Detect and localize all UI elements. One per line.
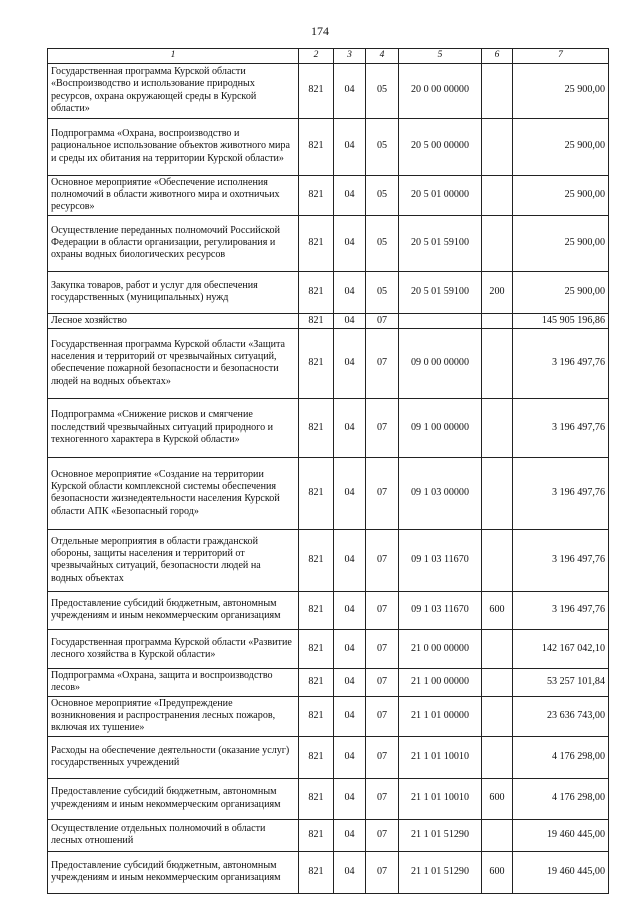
subsection-number-cell: 07 (366, 668, 399, 696)
column-header: 7 (513, 49, 609, 64)
amount-cell: 25 900,00 (513, 175, 609, 215)
subsection-code-cell: 04 (334, 313, 366, 328)
section-code-cell: 821 (299, 851, 334, 893)
table-row (48, 313, 609, 328)
subsection-number-cell: 07 (366, 851, 399, 893)
subsection-code-cell: 04 (334, 851, 366, 893)
expense-type-cell: 200 (482, 271, 513, 313)
table-row (48, 63, 609, 118)
item-name-cell: Подпрограмма «Снижение рисков и смягчение последствий чрезвычайных ситуаций природного и техногенного характера в Курской области» (48, 398, 299, 457)
subsection-number-cell: 07 (366, 629, 399, 668)
table-row (48, 778, 609, 819)
item-name-cell: Основное мероприятие «Предупреждение возникновения и распространения лесных пожаров, включая их тушение» (48, 696, 299, 736)
table-header-row (48, 49, 609, 64)
section-code-cell: 821 (299, 591, 334, 629)
target-article-cell: 21 1 01 51290 (399, 819, 482, 851)
expense-type-cell: 600 (482, 851, 513, 893)
amount-cell: 3 196 497,76 (513, 328, 609, 398)
amount-cell: 25 900,00 (513, 215, 609, 271)
item-name-cell: Предоставление субсидий бюджетным, автономным учреждениям и иным некоммерческим организациям (48, 778, 299, 819)
table-row (48, 215, 609, 271)
table-row (48, 529, 609, 591)
expense-type-cell (482, 398, 513, 457)
target-article-cell: 09 0 00 00000 (399, 328, 482, 398)
target-article-cell: 20 0 00 00000 (399, 63, 482, 118)
amount-cell: 3 196 497,76 (513, 457, 609, 529)
item-name-cell: Государственная программа Курской области «Воспроизводство и использование природных ресурсов, охрана окружающей среды в Курской области» (48, 63, 299, 118)
column-header: 3 (334, 49, 366, 64)
amount-cell: 53 257 101,84 (513, 668, 609, 696)
subsection-number-cell: 05 (366, 215, 399, 271)
item-name-cell: Осуществление отдельных полномочий в области лесных отношений (48, 819, 299, 851)
table-row (48, 591, 609, 629)
subsection-code-cell: 04 (334, 457, 366, 529)
item-name-cell: Лесное хозяйство (48, 313, 299, 328)
item-name-cell: Государственная программа Курской области «Развитие лесного хозяйства в Курской области» (48, 629, 299, 668)
section-code-cell: 821 (299, 215, 334, 271)
amount-cell: 19 460 445,00 (513, 851, 609, 893)
subsection-code-cell: 04 (334, 118, 366, 175)
section-code-cell: 821 (299, 175, 334, 215)
amount-cell: 25 900,00 (513, 271, 609, 313)
table-row (48, 271, 609, 313)
target-article-cell: 21 1 01 51290 (399, 851, 482, 893)
expense-type-cell (482, 118, 513, 175)
item-name-cell: Закупка товаров, работ и услуг для обеспечения государственных (муниципальных) нужд (48, 271, 299, 313)
target-article-cell: 09 1 03 11670 (399, 529, 482, 591)
amount-cell: 142 167 042,10 (513, 629, 609, 668)
expense-type-cell (482, 629, 513, 668)
target-article-cell: 09 1 03 00000 (399, 457, 482, 529)
target-article-cell: 21 1 01 00000 (399, 696, 482, 736)
subsection-number-cell: 07 (366, 591, 399, 629)
target-article-cell: 09 1 00 00000 (399, 398, 482, 457)
section-code-cell: 821 (299, 63, 334, 118)
section-code-cell: 821 (299, 118, 334, 175)
subsection-code-cell: 04 (334, 629, 366, 668)
subsection-code-cell: 04 (334, 668, 366, 696)
target-article-cell: 09 1 03 11670 (399, 591, 482, 629)
amount-cell: 23 636 743,00 (513, 696, 609, 736)
expense-type-cell (482, 175, 513, 215)
subsection-code-cell: 04 (334, 215, 366, 271)
target-article-cell: 20 5 01 59100 (399, 215, 482, 271)
amount-cell: 4 176 298,00 (513, 778, 609, 819)
subsection-code-cell: 04 (334, 271, 366, 313)
subsection-number-cell: 07 (366, 696, 399, 736)
expense-type-cell (482, 736, 513, 778)
subsection-number-cell: 07 (366, 778, 399, 819)
subsection-number-cell: 05 (366, 271, 399, 313)
target-article-cell: 21 1 01 10010 (399, 778, 482, 819)
subsection-number-cell: 07 (366, 819, 399, 851)
subsection-code-cell: 04 (334, 778, 366, 819)
expense-type-cell: 600 (482, 778, 513, 819)
column-header: 1 (48, 49, 299, 64)
subsection-number-cell: 05 (366, 118, 399, 175)
target-article-cell: 21 1 01 10010 (399, 736, 482, 778)
target-article-cell: 20 5 01 00000 (399, 175, 482, 215)
expense-type-cell (482, 313, 513, 328)
page-number: 174 (311, 24, 329, 38)
subsection-code-cell: 04 (334, 819, 366, 851)
subsection-number-cell: 05 (366, 63, 399, 118)
section-code-cell: 821 (299, 629, 334, 668)
table-row (48, 629, 609, 668)
subsection-number-cell: 07 (366, 529, 399, 591)
section-code-cell: 821 (299, 736, 334, 778)
expense-type-cell (482, 529, 513, 591)
expense-type-cell (482, 328, 513, 398)
target-article-cell: 21 1 00 00000 (399, 668, 482, 696)
subsection-code-cell: 04 (334, 398, 366, 457)
budget-table (47, 48, 609, 894)
subsection-code-cell: 04 (334, 175, 366, 215)
table-row (48, 457, 609, 529)
column-header: 2 (299, 49, 334, 64)
item-name-cell: Предоставление субсидий бюджетным, автономным учреждениям и иным некоммерческим организациям (48, 591, 299, 629)
table-row (48, 175, 609, 215)
amount-cell: 25 900,00 (513, 118, 609, 175)
item-name-cell: Основное мероприятие «Создание на территории Курской области комплексной системы обеспечения безопасности жизнедеятельности населения Курской области АПК «Безопасный город» (48, 457, 299, 529)
expense-type-cell (482, 819, 513, 851)
section-code-cell: 821 (299, 778, 334, 819)
subsection-code-cell: 04 (334, 736, 366, 778)
item-name-cell: Отдельные мероприятия в области гражданской обороны, защиты населения и территорий от чрезвычайных ситуаций, безопасности людей на водных объектах (48, 529, 299, 591)
subsection-number-cell: 07 (366, 328, 399, 398)
item-name-cell: Предоставление субсидий бюджетным, автономным учреждениям и иным некоммерческим организациям (48, 851, 299, 893)
expense-type-cell (482, 457, 513, 529)
item-name-cell: Основное мероприятие «Обеспечение исполнения полномочий в области животного мира и охотничьих ресурсов» (48, 175, 299, 215)
section-code-cell: 821 (299, 529, 334, 591)
subsection-number-cell: 07 (366, 457, 399, 529)
subsection-code-cell: 04 (334, 696, 366, 736)
section-code-cell: 821 (299, 313, 334, 328)
subsection-number-cell: 07 (366, 398, 399, 457)
amount-cell: 3 196 497,76 (513, 591, 609, 629)
item-name-cell: Расходы на обеспечение деятельности (оказание услуг) государственных учреждений (48, 736, 299, 778)
subsection-code-cell: 04 (334, 63, 366, 118)
subsection-code-cell: 04 (334, 591, 366, 629)
table-row (48, 668, 609, 696)
section-code-cell: 821 (299, 819, 334, 851)
section-code-cell: 821 (299, 457, 334, 529)
subsection-number-cell: 07 (366, 313, 399, 328)
subsection-number-cell: 07 (366, 736, 399, 778)
section-code-cell: 821 (299, 328, 334, 398)
column-header: 6 (482, 49, 513, 64)
amount-cell: 145 905 196,86 (513, 313, 609, 328)
table-row (48, 328, 609, 398)
expense-type-cell (482, 63, 513, 118)
expense-type-cell (482, 215, 513, 271)
amount-cell: 25 900,00 (513, 63, 609, 118)
item-name-cell: Подпрограмма «Охрана, защита и воспроизводство лесов» (48, 668, 299, 696)
expense-type-cell (482, 696, 513, 736)
table-row (48, 398, 609, 457)
section-code-cell: 821 (299, 696, 334, 736)
target-article-cell: 21 0 00 00000 (399, 629, 482, 668)
section-code-cell: 821 (299, 271, 334, 313)
amount-cell: 4 176 298,00 (513, 736, 609, 778)
target-article-cell: 20 5 00 00000 (399, 118, 482, 175)
subsection-code-cell: 04 (334, 328, 366, 398)
table-row (48, 118, 609, 175)
item-name-cell: Государственная программа Курской области «Защита населения и территорий от чрезвычайных ситуаций, обеспечение пожарной безопасности и безопасности людей на водных объектах» (48, 328, 299, 398)
section-code-cell: 821 (299, 398, 334, 457)
expense-type-cell (482, 668, 513, 696)
amount-cell: 3 196 497,76 (513, 529, 609, 591)
table-row (48, 736, 609, 778)
item-name-cell: Подпрограмма «Охрана, воспроизводство и рациональное использование объектов животного мира и среды их обитания на территории Курской области» (48, 118, 299, 175)
table-row (48, 696, 609, 736)
table-row (48, 851, 609, 893)
section-code-cell: 821 (299, 668, 334, 696)
column-header: 5 (399, 49, 482, 64)
subsection-number-cell: 05 (366, 175, 399, 215)
table-row (48, 819, 609, 851)
amount-cell: 3 196 497,76 (513, 398, 609, 457)
target-article-cell (399, 313, 482, 328)
target-article-cell: 20 5 01 59100 (399, 271, 482, 313)
amount-cell: 19 460 445,00 (513, 819, 609, 851)
column-header: 4 (366, 49, 399, 64)
item-name-cell: Осуществление переданных полномочий Российской Федерации в области организации, регулирования и охраны водных биологических ресурсов (48, 215, 299, 271)
expense-type-cell: 600 (482, 591, 513, 629)
subsection-code-cell: 04 (334, 529, 366, 591)
